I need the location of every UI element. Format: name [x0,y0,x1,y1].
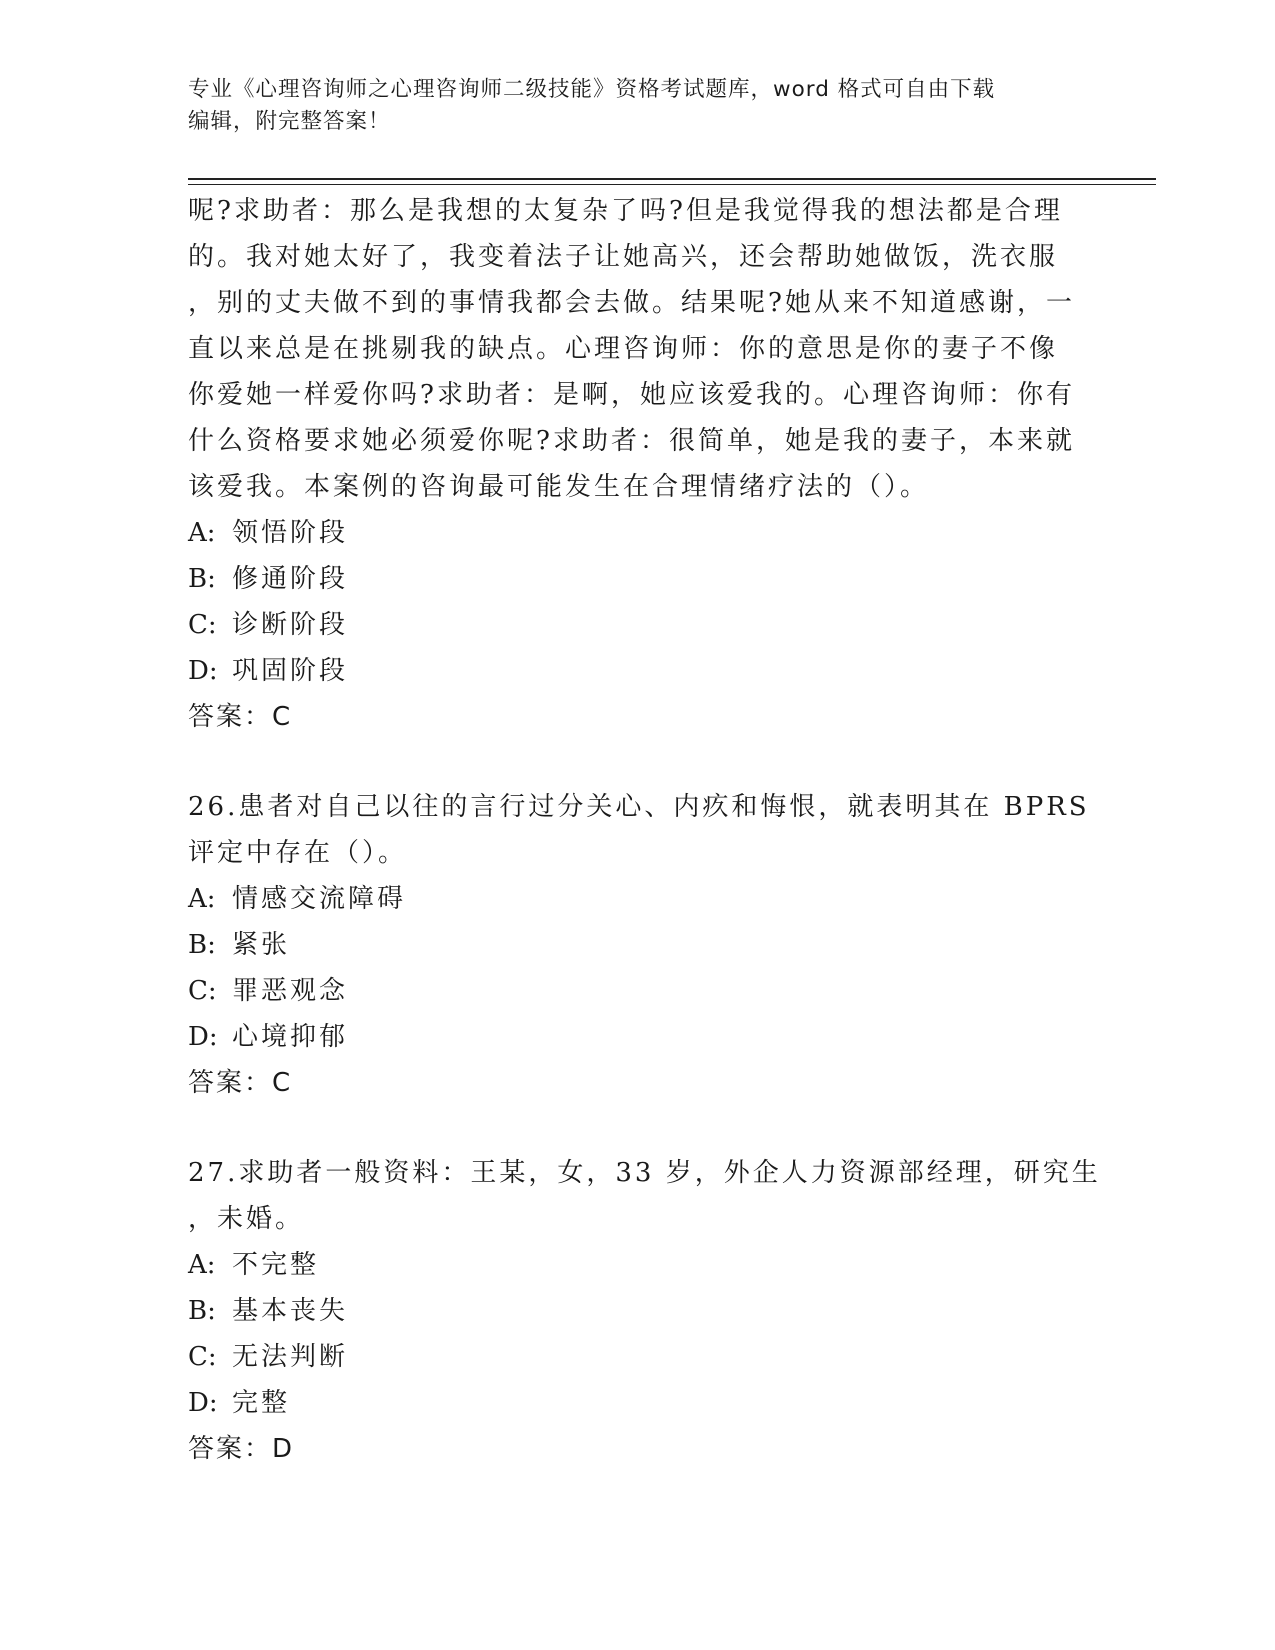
answer-line: 答案：C [188,1068,293,1098]
option-key: D: [188,656,218,686]
option-b [188,556,1088,602]
question-25 [188,188,1088,740]
option-key: D: [188,1388,218,1418]
option-c [188,968,1088,1014]
option-key: B: [188,930,216,960]
option-text: 紧张 [232,930,291,960]
question-26 [188,784,1088,1106]
option-c [188,1334,1088,1380]
header-rule-thick [188,178,1156,180]
option-b [188,922,1088,968]
option-key: C: [188,610,217,640]
option-key: C: [188,1342,217,1372]
option-key: A: [188,884,216,914]
option-d [188,1014,1088,1060]
header-rule-thin [188,184,1156,185]
question-text-line: 的。我对她太好了，我变着法子让她高兴，还会帮助她做饭，洗衣服 [188,242,1059,272]
option-key: B: [188,564,216,594]
question-text-line: 直以来总是在挑剔我的缺点。心理咨询师：你的意思是你的妻子不像 [188,334,1059,364]
option-text: 完整 [232,1388,291,1418]
option-text: 诊断阶段 [232,610,349,640]
option-a [188,510,1088,556]
option-a [188,1242,1088,1288]
question-content [188,188,1101,1472]
option-text: 情感交流障碍 [232,884,407,914]
option-key: A: [188,518,216,548]
spacer [188,740,1088,784]
question-text-line: 26.患者对自己以往的言行过分关心、内疚和悔恨，就表明其在 BPRS [188,792,1090,822]
question-text-line: 该爱我。本案例的咨询最可能发生在合理情绪疗法的（）。 [188,472,930,502]
question-text-line: ，别的丈夫做不到的事情我都会去做。结果呢?她从来不知道感谢，一 [188,288,1075,318]
option-text: 巩固阶段 [232,656,349,686]
option-key: C: [188,976,217,1006]
option-d [188,648,1088,694]
option-text: 无法判断 [232,1342,349,1372]
question-27 [188,1150,1101,1472]
option-key: D: [188,1022,218,1052]
header-line-2: 编辑，附完整答案！ [188,109,391,134]
header-line-1: 专业《心理咨询师之心理咨询师二级技能》资格考试题库，word 格式可自由下载 [188,77,996,102]
option-text: 不完整 [232,1250,320,1280]
option-a [188,876,1088,922]
option-text: 心境抑郁 [232,1022,349,1052]
option-text: 罪恶观念 [232,976,349,1006]
option-b [188,1288,1088,1334]
answer-line: 答案：C [188,702,293,732]
page-header [188,74,1068,138]
question-text-line: 呢?求助者：那么是我想的太复杂了吗?但是我觉得我的想法都是合理 [188,196,1063,226]
option-text: 基本丧失 [232,1296,349,1326]
option-key: A: [188,1250,216,1280]
question-text-line: 评定中存在（）。 [188,838,408,868]
option-c [188,602,1088,648]
option-key: B: [188,1296,216,1326]
question-text-line: 27.求助者一般资料：王某，女，33 岁，外企人力资源部经理，研究生 [188,1158,1101,1188]
option-d [188,1380,1088,1426]
option-text: 修通阶段 [232,564,349,594]
question-text-line: ，未婚。 [188,1204,305,1234]
question-text-line: 什么资格要求她必须爱你呢?求助者：很简单，她是我的妻子，本来就 [188,426,1075,456]
question-text-line: 你爱她一样爱你吗?求助者：是啊，她应该爱我的。心理咨询师：你有 [188,380,1075,410]
option-text: 领悟阶段 [232,518,349,548]
spacer [188,1106,1088,1150]
answer-line: 答案：D [188,1434,295,1464]
